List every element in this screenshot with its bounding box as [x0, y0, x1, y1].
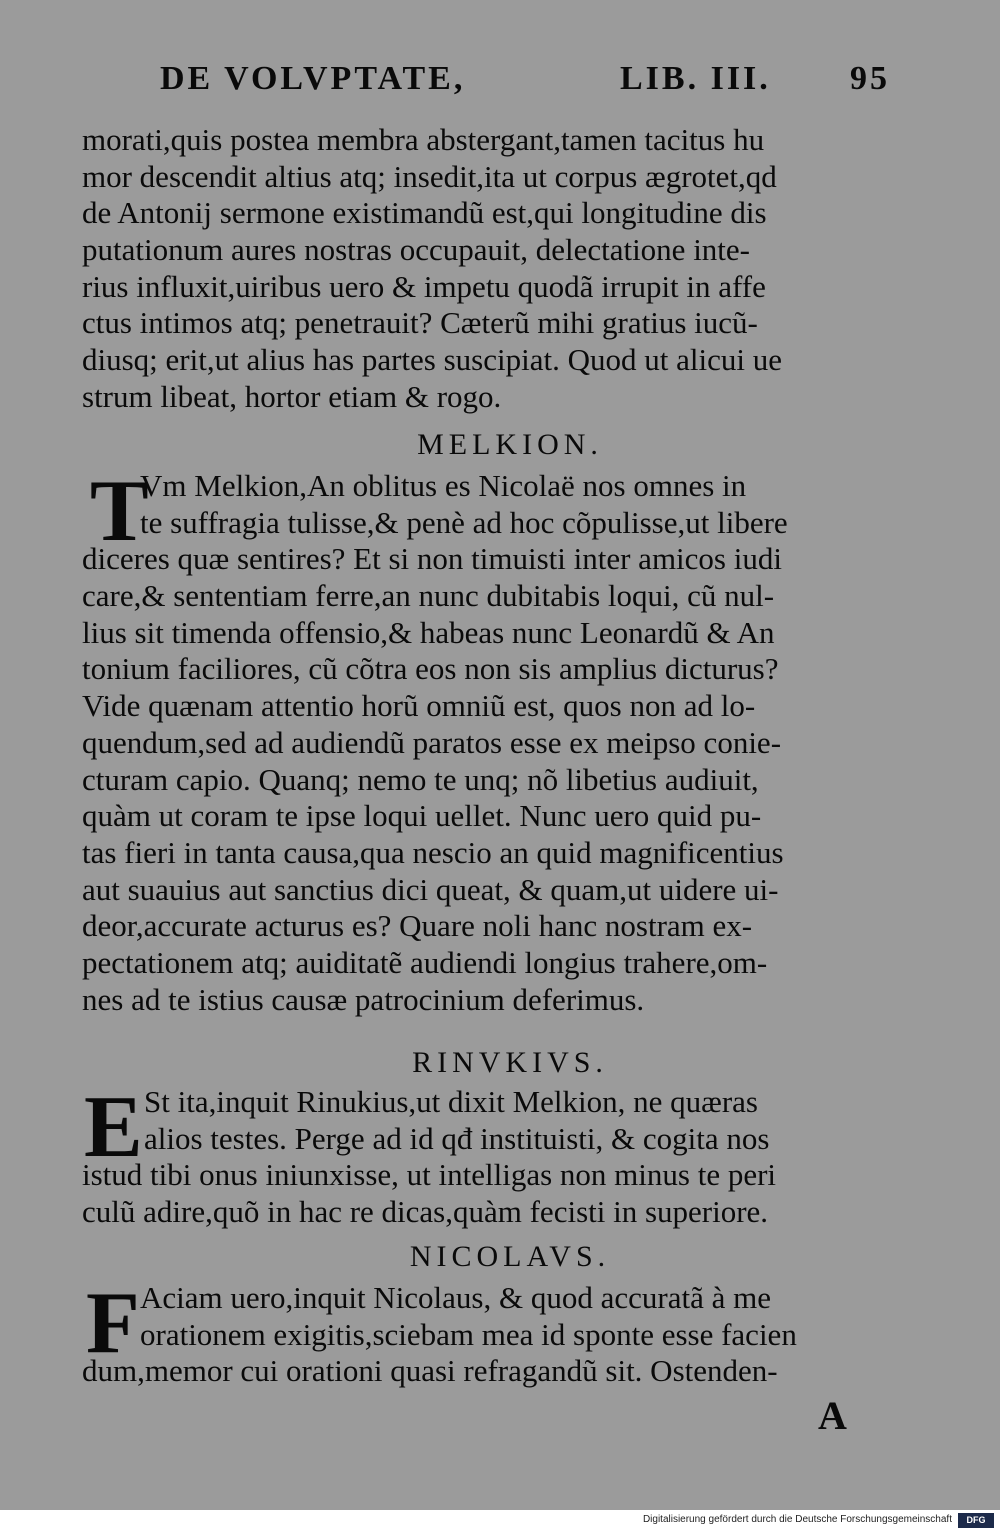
running-head-title: DE VOLVPTATE, [160, 60, 466, 97]
speaker-heading-melkion: MELKION. [417, 428, 603, 461]
paragraph-rinukius [82, 1079, 942, 1231]
text-line: diusq; erit,ut alius has partes suscipiat. Quod ut alicui ue [82, 342, 782, 378]
page-number: 95 [850, 60, 890, 97]
text-line: lius sit timenda offensio,& habeas nunc Leonardũ & An [82, 614, 775, 650]
signature-mark: A [818, 1393, 847, 1438]
text-line: alios testes. Perge ad id qđ instituisti, & cogita nos [144, 1120, 770, 1156]
text-line: ctus intimos atq; penetrauit? Cæterũ mihi gratius iucũ- [82, 305, 758, 341]
text-line: quendum,sed ad audiendũ paratos esse ex meipso conie- [82, 724, 782, 760]
drop-cap-initial: T [90, 463, 149, 560]
text-line: quàm ut coram te ipse loqui uellet. Nunc uero quid pu- [82, 798, 762, 834]
text-line: care,& sententiam ferre,an nunc dubitabis loqui, cũ nul- [82, 578, 775, 614]
footer-credit: Digitalisierung gefördert durch die Deutsche Forschungsgemeinschaft [642, 1514, 952, 1525]
paragraph-melkion [82, 463, 942, 1018]
text-line: culũ adire,quõ in hac re dicas,quàm fecisti in superiore. [82, 1194, 769, 1230]
paragraph-opening [82, 122, 942, 416]
text-line: rius influxit,uiribus uero & impetu quodã irrupit in affe [82, 268, 766, 304]
drop-cap-initial: E [84, 1079, 143, 1176]
text-line: strum libeat, hortor etiam & rogo. [82, 378, 502, 414]
text-line: te suffragia tulisse,& penè ad hoc cõpulisse,ut libere [140, 504, 788, 540]
text-line: Vm Melkion,An oblitus es Nicolaë nos omnes in [140, 468, 747, 503]
text-line: putationum aures nostras occupauit, delectatione inte- [82, 232, 750, 268]
text-line: cturam capio. Quanq; nemo te unq; nõ libetius audiuit, [82, 761, 759, 797]
speaker-heading-rinukius: RINVKIVS. [412, 1046, 608, 1079]
text-line: mor descendit altius atq; insedit,ita ut corpus ægrotet,qd [82, 158, 777, 194]
text-line: tonium faciliores, cũ cõtra eos non sis amplius dicturus? [82, 651, 779, 687]
running-head [160, 60, 900, 100]
text-line: orationem exigitis,sciebam mea id sponte esse facien [140, 1316, 797, 1352]
text-line: tas fieri in tanta causa,qua nescio an quid magnificentius [82, 834, 784, 870]
paragraph-nicolaus [82, 1275, 942, 1390]
drop-cap-initial: F [86, 1275, 140, 1372]
text-line: diceres quæ sentires? Et si non timuisti inter amicos iudi [82, 541, 782, 577]
dfg-logo[interactable]: DFG [958, 1513, 994, 1528]
text-line: deor,accurate acturus es? Quare noli hanc nostram ex- [82, 908, 753, 944]
text-line: pectationem atq; auiditatẽ audiendi longius trahere,om- [82, 944, 768, 980]
text-line: dum,memor cui orationi quasi refragandũ sit. Ostenden- [82, 1353, 778, 1389]
speaker-heading-nicolaus: NICOLAVS. [409, 1240, 611, 1273]
text-line: Aciam uero,inquit Nicolaus, & quod accuratã à me [140, 1280, 771, 1315]
text-line: nes ad te istius causæ patrocinium deferimus. [82, 981, 645, 1017]
text-line: aut suauius aut sanctius dici queat, & quam,ut uidere ui- [82, 871, 779, 907]
text-line: St ita,inquit Rinukius,ut dixit Melkion, ne quæras [144, 1084, 758, 1119]
text-line: istud tibi onus iniunxisse, ut intelligas non minus te peri [82, 1157, 777, 1193]
text-line: morati,quis postea membra abstergant,tamen tacitus hu [82, 122, 765, 157]
text-line: de Antonij sermone existimandũ est,qui longitudine dis [82, 195, 767, 231]
digitization-footer [0, 1510, 1000, 1532]
text-line: Vide quænam attentio horũ omniũ est, quos non ad lo- [82, 688, 756, 724]
running-head-book: LIB. III. [620, 60, 771, 97]
